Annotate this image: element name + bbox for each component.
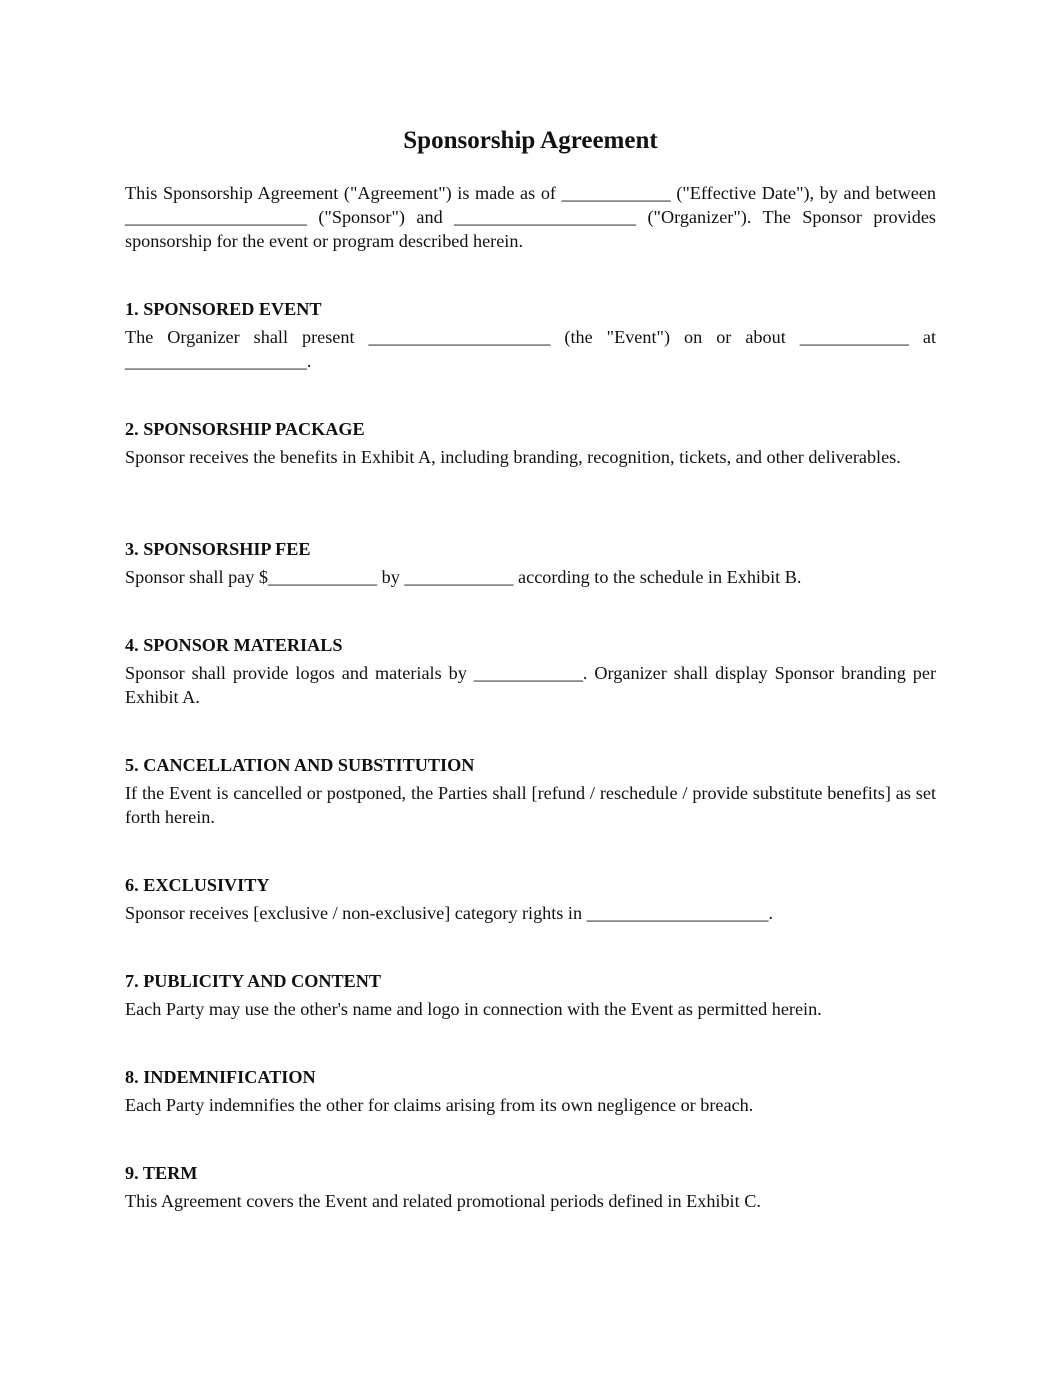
section-sponsorship-fee <box>125 537 936 589</box>
section-body: Each Party may use the other's name and logo in connection with the Event as permitted herein. <box>125 999 822 1019</box>
section-body: Sponsor receives [exclusive / non-exclusive] category rights in ____________________. <box>125 903 774 923</box>
section-heading: 3. SPONSORSHIP FEE <box>125 539 311 559</box>
section-exclusivity <box>125 873 936 925</box>
section-heading: 9. TERM <box>125 1163 198 1183</box>
section-sponsorship-package <box>125 417 936 469</box>
section-body: Sponsor receives the benefits in Exhibit A, including branding, recognition, tickets, and other deliverables. <box>125 447 901 467</box>
section-body: Sponsor shall pay $____________ by ____________ according to the schedule in Exhibit B. <box>125 567 802 587</box>
section-heading: 6. EXCLUSIVITY <box>125 875 270 895</box>
section-heading: 5. CANCELLATION AND SUBSTITUTION <box>125 755 475 775</box>
section-heading: 1. SPONSORED EVENT <box>125 299 322 319</box>
section-body: The Organizer shall present ____________________ (the "Event") on or about ____________ at ____________________. <box>125 327 936 371</box>
section-cancellation <box>125 753 936 829</box>
intro-paragraph: This Sponsorship Agreement ("Agreement") is made as of ____________ ("Effective Date"), by and between ____________________ ("Sponsor") and ____________________ ("Organizer"). The Sponsor provides sponsorship for the event or program described herein. <box>125 183 936 251</box>
section-publicity <box>125 969 936 1021</box>
section-heading: 2. SPONSORSHIP PACKAGE <box>125 419 365 439</box>
section-sponsored-event <box>125 297 936 373</box>
section-indemnification <box>125 1065 936 1117</box>
section-sponsor-materials <box>125 633 936 709</box>
document-page <box>125 0 936 1375</box>
section-term <box>125 1161 936 1213</box>
section-body: This Agreement covers the Event and related promotional periods defined in Exhibit C. <box>125 1191 761 1211</box>
section-body: Sponsor shall provide logos and materials by ____________. Organizer shall display Sponsor branding per Exhibit A. <box>125 663 936 707</box>
document-title: Sponsorship Agreement <box>403 127 658 154</box>
section-body: Each Party indemnifies the other for claims arising from its own negligence or breach. <box>125 1095 754 1115</box>
section-heading: 7. PUBLICITY AND CONTENT <box>125 971 382 991</box>
section-body: If the Event is cancelled or postponed, the Parties shall [refund / reschedule / provide substitute benefits] as set forth herein. <box>125 783 936 827</box>
section-heading: 8. INDEMNIFICATION <box>125 1067 316 1087</box>
section-heading: 4. SPONSOR MATERIALS <box>125 635 343 655</box>
